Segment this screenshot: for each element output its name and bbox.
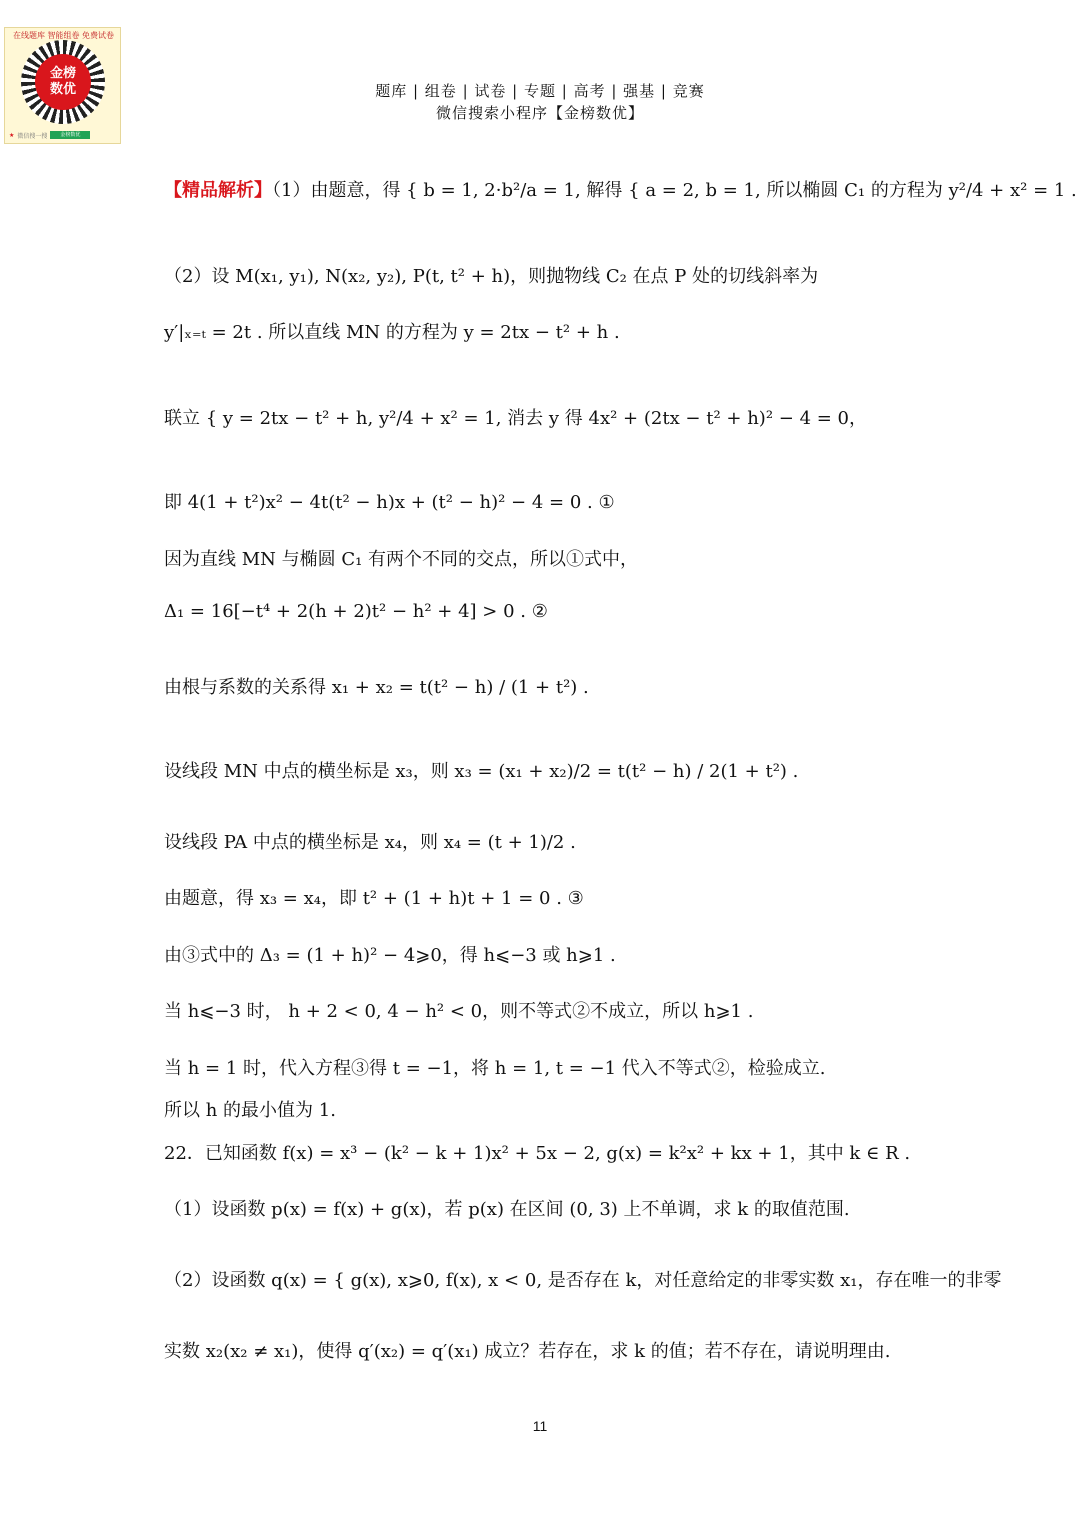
solution-line-13: 当 h⩽−3 时， h + 2 < 0, 4 − h² < 0，则不等式②不成立，所以 h⩾1 . bbox=[164, 1001, 754, 1022]
header-subtitle: 微信搜索小程序【金榜数优】 bbox=[435, 104, 644, 122]
solution-line-12: 由③式中的 Δ₃ = (1 + h)² − 4⩾0，得 h⩽−3 或 h⩾1 . bbox=[164, 945, 616, 966]
logo-footer-bar: 金榜数优 bbox=[50, 131, 90, 139]
solution-line-8: 由根与系数的关系得 x₁ + x₂ = t(t² − h) / (1 + t²) . bbox=[164, 677, 589, 698]
logo-footer bbox=[9, 130, 117, 140]
solution-line-14: 当 h = 1 时，代入方程③得 t = −1，将 h = 1, t = −1 代入不等式②，检验成立. bbox=[164, 1058, 826, 1079]
problem22-line-2: （1）设函数 p(x) = f(x) + g(x)，若 p(x) 在区间 (0, 3) 上不单调，求 k 的取值范围. bbox=[164, 1199, 850, 1220]
solution-line-1 bbox=[164, 176, 1077, 202]
solution-line-9: 设线段 MN 中点的横坐标是 x₃，则 x₃ = (x₁ + x₂)/2 = t(t² − h) / 2(1 + t²) . bbox=[164, 761, 799, 782]
solution-line-15: 所以 h 的最小值为 1. bbox=[164, 1100, 336, 1121]
solution-line-7: Δ₁ = 16[−t⁴ + 2(h + 2)t² − h² + 4] > 0 . ② bbox=[164, 601, 548, 622]
problem22-line-4: 实数 x₂(x₂ ≠ x₁)，使得 q′(x₂) = q′(x₁) 成立？若存在，求 k 的值；若不存在，请说明理由. bbox=[164, 1341, 891, 1362]
problem22-line-1: 22．已知函数 f(x) = x³ − (k² − k + 1)x² + 5x − 2, g(x) = k²x² + kx + 1，其中 k ∈ R . bbox=[164, 1143, 911, 1164]
solution-line-6: 因为直线 MN 与椭圆 C₁ 有两个不同的交点，所以①式中， bbox=[164, 549, 639, 570]
solution-tag: 【精品解析】 bbox=[164, 180, 272, 201]
solution-line-11: 由题意，得 x₃ = x₄，即 t² + (1 + h)t + 1 = 0 . ③ bbox=[164, 888, 584, 909]
solution-line-4: 联立 { y = 2tx − t² + h, y²/4 + x² = 1, 消去 y 得 4x² + (2tx − t² + h)² − 4 = 0， bbox=[164, 408, 868, 429]
logo-badge-line1: 金榜 bbox=[49, 66, 76, 81]
solution-line-2: （2）设 M(x₁, y₁), N(x₂, y₂), P(t, t² + h)，则抛物线 C₂ 在点 P 处的切线斜率为 bbox=[164, 266, 819, 287]
solution-line-5: 即 4(1 + t²)x² − 4t(t² − h)x + (t² − h)² − 4 = 0 . ① bbox=[164, 492, 615, 513]
logo-arc-text: 在线题库 智能组卷 免费试卷 bbox=[12, 31, 115, 40]
solution-line-3: y′|ₓ₌ₜ = 2t . 所以直线 MN 的方程为 y = 2tx − t² + h . bbox=[164, 322, 620, 343]
problem22-line-3: （2）设函数 q(x) = { g(x), x⩾0, f(x), x < 0, 是否存在 k，对任意给定的非零实数 x₁，存在唯一的非零 bbox=[164, 1270, 1002, 1291]
solution-line-10: 设线段 PA 中点的横坐标是 x₄，则 x₄ = (t + 1)/2 . bbox=[164, 832, 576, 853]
solution-line-text: （1）由题意，得 { b = 1, 2·b²/a = 1, 解得 { a = 2, b = 1, 所以椭圆 C₁ 的方程为 y²/4 + x² = 1 . bbox=[272, 180, 1077, 201]
logo-footer-text: 微信搜一搜 bbox=[17, 132, 48, 140]
logo-badge-line2: 数优 bbox=[49, 82, 76, 97]
star-icon: ★ bbox=[9, 131, 15, 139]
page-number: 11 bbox=[532, 1418, 548, 1434]
header-nav: 题库 | 组卷 | 试卷 | 专题 | 高考 | 强基 | 竞赛 bbox=[375, 82, 705, 100]
